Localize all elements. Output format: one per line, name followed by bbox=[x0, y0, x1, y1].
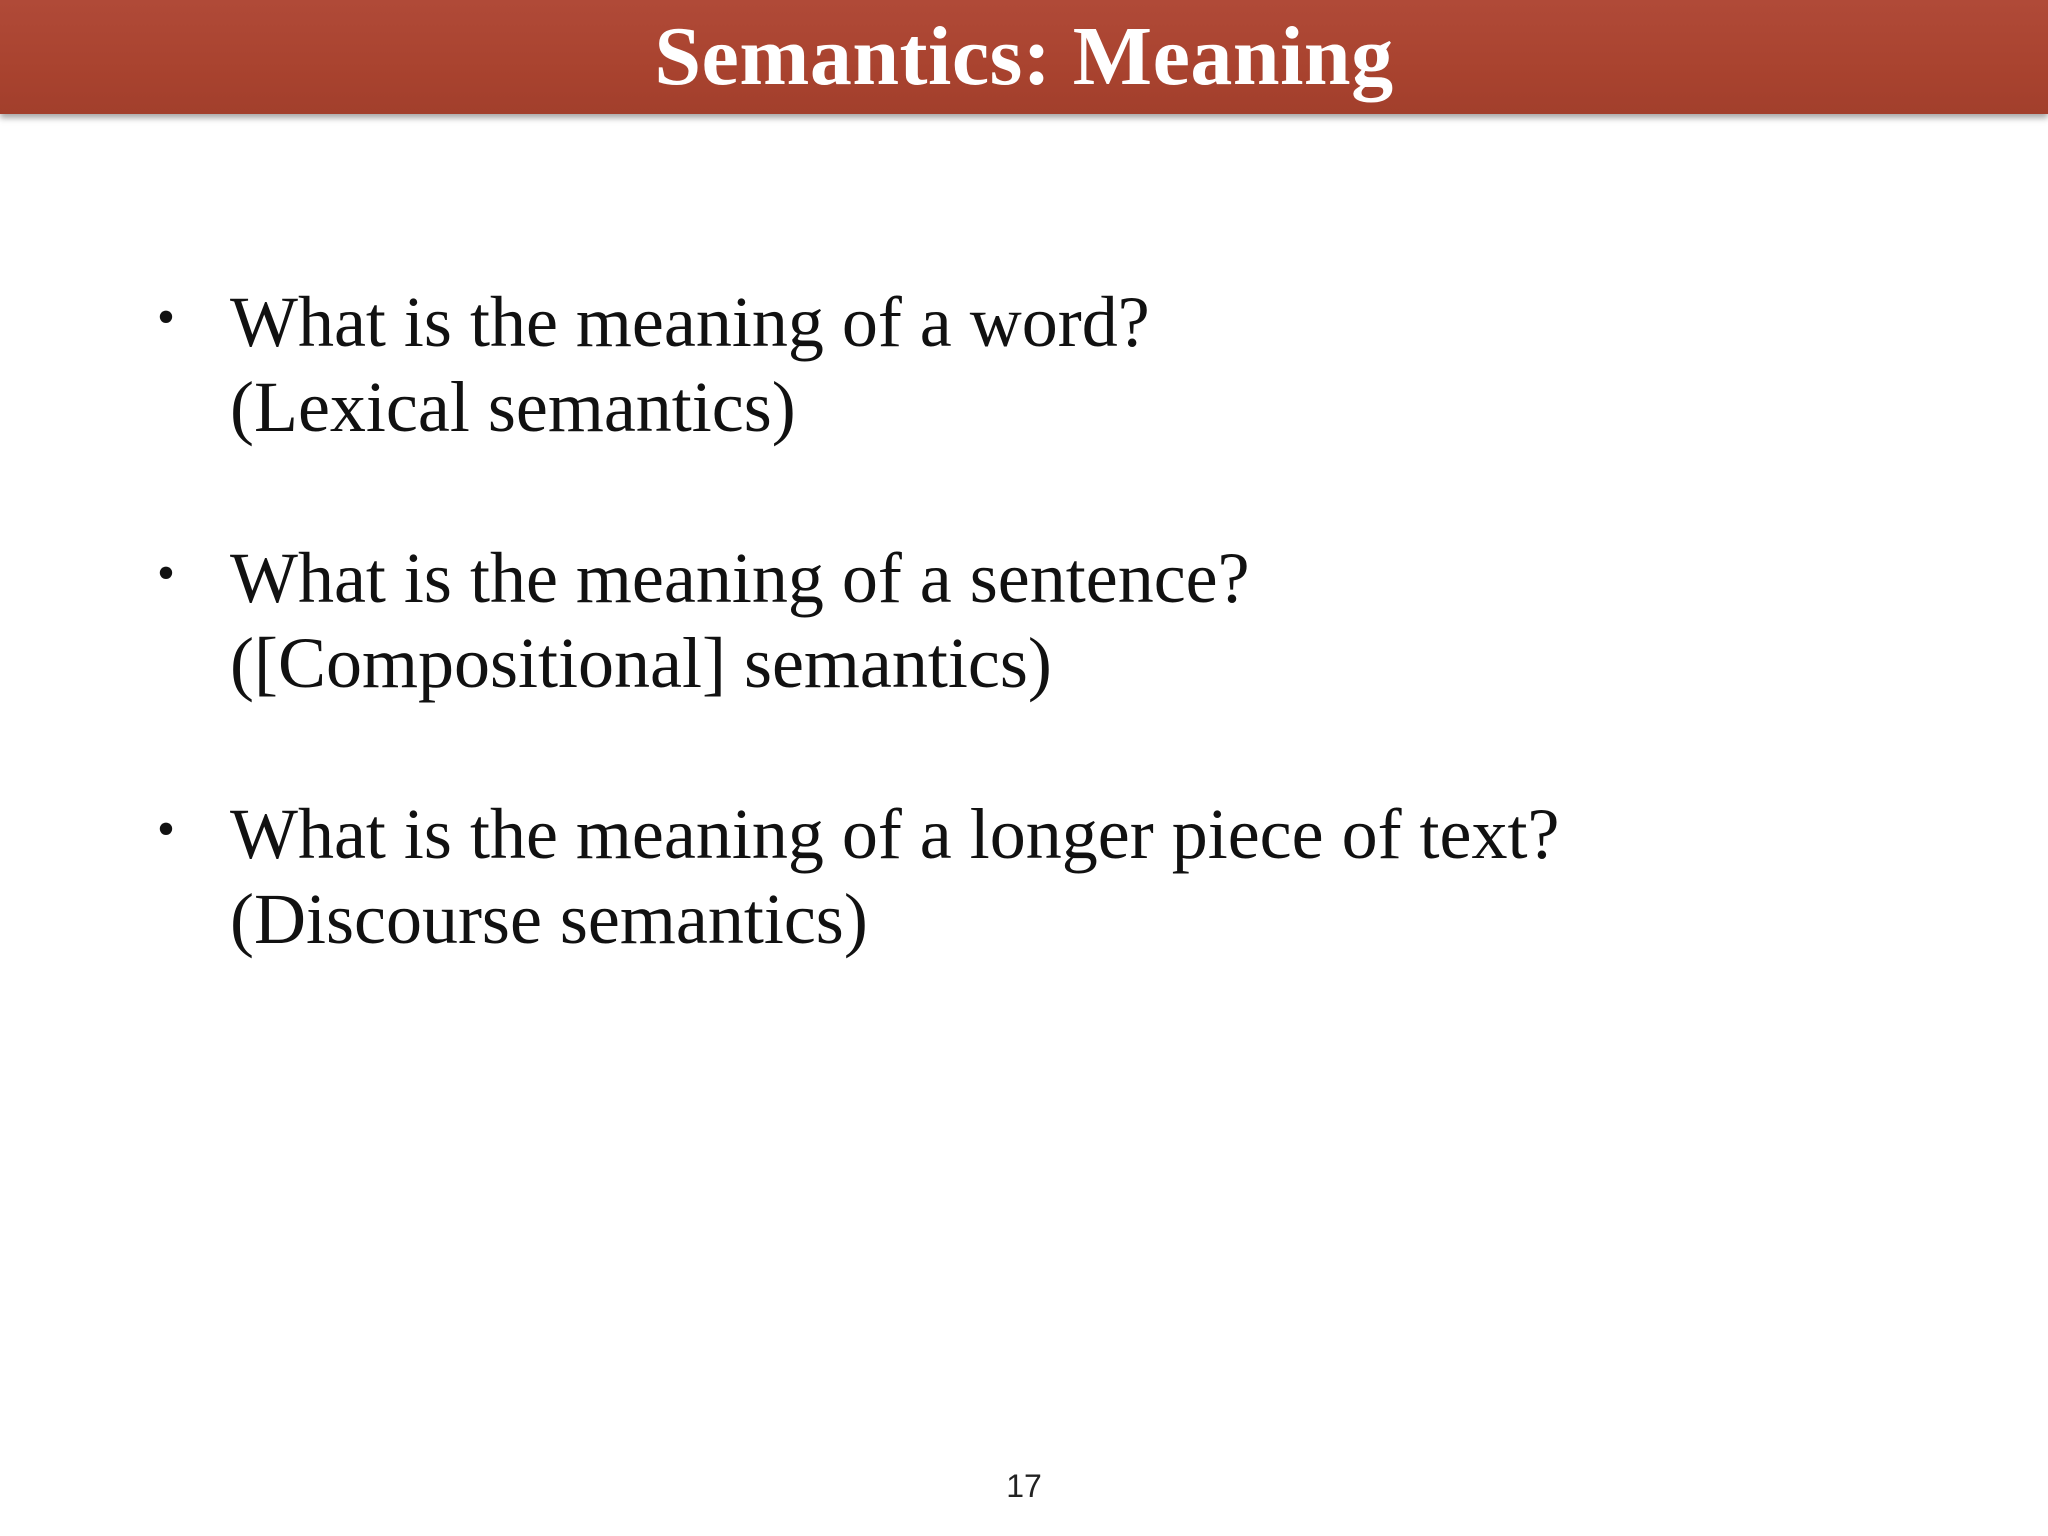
page-number: 17 bbox=[1006, 1468, 1042, 1504]
bullet-text bbox=[230, 280, 1930, 450]
slide-title: Semantics: Meaning bbox=[654, 10, 1394, 103]
bullet-text bbox=[230, 536, 1930, 706]
bullet-subtitle: (Lexical semantics) bbox=[230, 367, 796, 447]
bullet-question: What is the meaning of a word? bbox=[230, 282, 1150, 362]
bullet-question: What is the meaning of a sentence? bbox=[230, 538, 1250, 618]
bullet-marker: • bbox=[156, 801, 176, 858]
bullet-question: What is the meaning of a longer piece of text? bbox=[230, 794, 1560, 874]
bullet-subtitle: ([Compositional] semantics) bbox=[230, 623, 1052, 703]
bullet-text bbox=[230, 792, 1930, 962]
bullet-marker: • bbox=[156, 289, 176, 346]
bullet-subtitle: (Discourse semantics) bbox=[230, 879, 868, 959]
bullet-marker: • bbox=[156, 545, 176, 602]
